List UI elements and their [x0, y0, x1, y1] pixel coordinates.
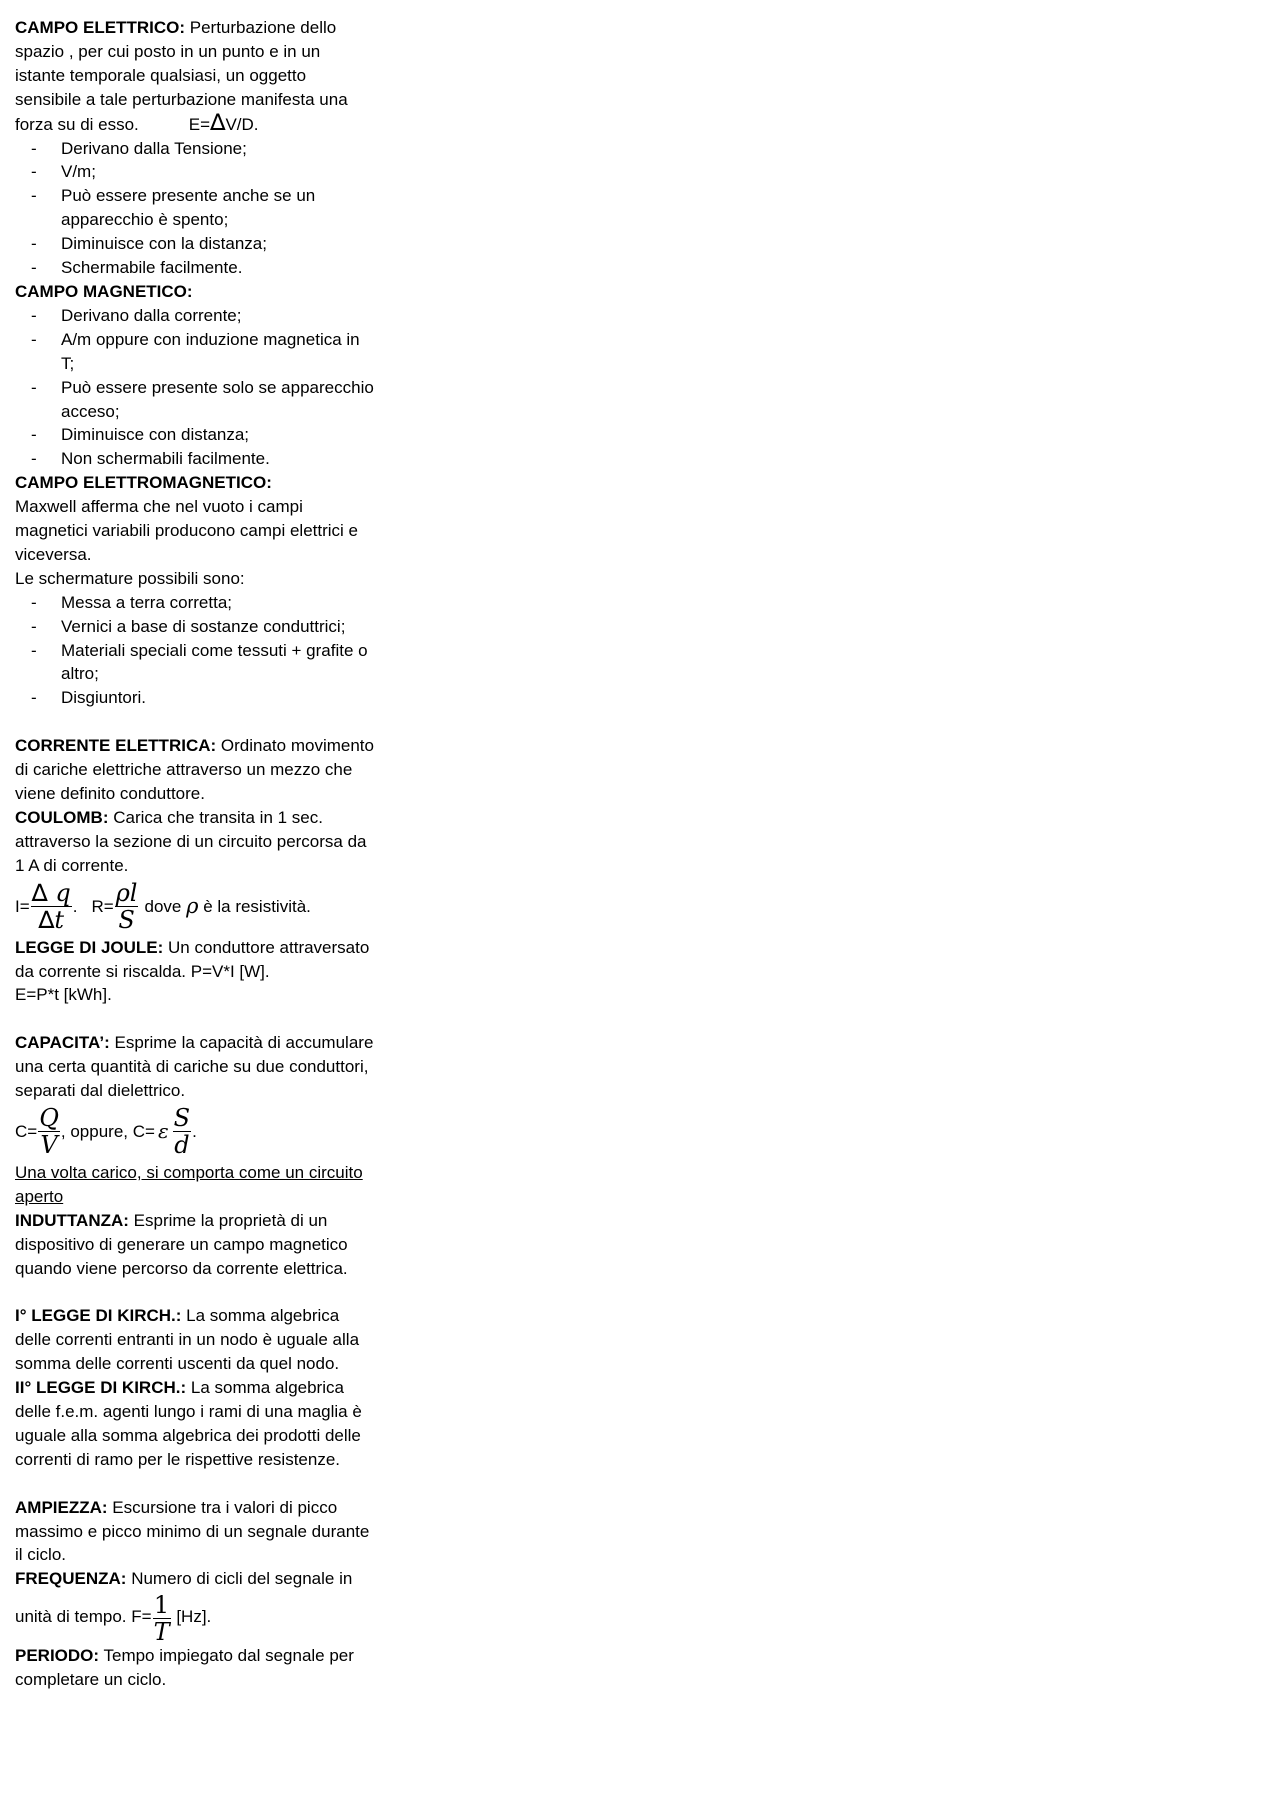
list-item: - Messa a terra corretta; — [31, 592, 233, 612]
ampiezza-paragraph: AMPIEZZA: Escursione tra i valori di picco massimo e picco minimo di un segnale durante il ciclo. — [15, 1497, 370, 1565]
kirch1-title: I° LEGGE DI KIRCH.: — [15, 1306, 182, 1326]
list-item: - Disgiuntori. — [31, 688, 147, 708]
list-item: - Diminuisce con distanza; — [31, 425, 250, 445]
spacer — [15, 1280, 375, 1304]
schermature-list — [15, 591, 375, 711]
schermature-intro: Le schermature possibili sono: — [15, 568, 245, 588]
campo-elettromagnetico-title: CAMPO ELETTROMAGNETICO: — [15, 473, 272, 493]
list-item: - Derivano dalla Tensione; — [31, 138, 247, 158]
kirch2-title: II° LEGGE DI KIRCH.: — [15, 1378, 187, 1398]
formula-capacity: C= $\frac{Q}{V}$ , oppure, C= ε $\frac{S}{d}$ . — [15, 1104, 197, 1160]
frequenza-title: FREQUENZA: — [15, 1569, 127, 1589]
legge-joule-title: LEGGE DI JOULE: — [15, 937, 164, 957]
campo-elettrico-list — [15, 137, 375, 280]
periodo-title: PERIODO: — [15, 1646, 100, 1666]
document-page — [15, 16, 375, 1692]
coulomb-title: COULOMB: — [15, 807, 109, 827]
fraction-capacity-sd: $\frac{S}{d}$ — [173, 1104, 191, 1160]
campo-magnetico-list — [15, 304, 375, 471]
spacer — [15, 710, 375, 734]
campo-elettrico-paragraph — [15, 16, 375, 137]
list-item: - V/m; — [31, 162, 96, 182]
fraction-current: $\frac{\Delta q}{\Delta t}$ — [31, 879, 71, 935]
legge-joule-paragraph: LEGGE DI JOULE: Un conduttore attraversato da corrente si riscalda. P=V*I [W]. — [15, 937, 370, 981]
kirch2-paragraph: II° LEGGE DI KIRCH.: La somma algebrica delle f.e.m. agenti lungo i rami di una maglia è uguale alla somma algebrica dei prodotti delle correnti di ramo per le rispettive resistenze. — [15, 1378, 362, 1469]
list-item: - Non schermabili facilmente. — [31, 449, 270, 469]
list-item: - Derivano dalla corrente; — [31, 305, 242, 325]
corrente-elettrica-title: CORRENTE ELETTRICA: — [15, 736, 217, 756]
ampiezza-title: AMPIEZZA: — [15, 1497, 108, 1517]
campo-elettrico-title: CAMPO ELETTRICO: — [15, 18, 185, 37]
campo-magnetico-title: CAMPO MAGNETICO: — [15, 281, 193, 301]
coulomb-paragraph: COULOMB: Carica che transita in 1 sec. attraverso la sezione di un circuito percorsa da 1 A di corrente. — [15, 807, 367, 875]
list-item: - Può essere presente solo se apparecchio acceso; — [31, 377, 374, 421]
list-item: - Può essere presente anche se un apparecchio è spento; — [31, 186, 316, 230]
corrente-elettrica-paragraph: CORRENTE ELETTRICA: Ordinato movimento di cariche elettriche attraverso un mezzo che viene definito conduttore. — [15, 736, 374, 803]
campo-elettromagnetico-text: Maxwell afferma che nel vuoto i campi magnetici variabili producono campi elettrici e viceversa. — [15, 497, 358, 564]
campo-elettrico-text: Perturbazione dello spazio , per cui posto in un punto e in un istante temporale qualsiasi, un oggetto sensibile a tale perturbazione manifesta una forza su di esso. — [15, 18, 348, 134]
legge-joule-energy: E=P*t [kWh]. — [15, 985, 112, 1005]
capacita-paragraph: CAPACITA’: Esprime la capacità di accumulare una certa quantità di cariche su due conduttori, separati dal dielettrico. — [15, 1033, 374, 1101]
list-item: - Diminuisce con la distanza; — [31, 234, 267, 254]
spacer — [15, 1472, 375, 1496]
campo-elettrico-formula: E=∆V/D. — [188, 109, 259, 136]
capacita-title: CAPACITA’: — [15, 1033, 110, 1053]
list-item: - Vernici a base di sostanze conduttrici; — [31, 616, 346, 636]
periodo-paragraph: PERIODO: Tempo impiegato dal segnale per completare un ciclo. — [15, 1646, 354, 1690]
frequenza-paragraph: FREQUENZA: Numero di cicli del segnale in unità di tempo. F= $\frac{1}{T}$ [Hz]. — [15, 1569, 353, 1647]
list-item: - Schermabile facilmente. — [31, 258, 243, 278]
kirch1-paragraph: I° LEGGE DI KIRCH.: La somma algebrica delle correnti entranti in un nodo è uguale alla somma delle correnti uscenti da quel nodo. — [15, 1306, 360, 1374]
list-item: - A/m oppure con induzione magnetica in T; — [31, 329, 360, 373]
fraction-frequency: $\frac{1}{T}$ — [153, 1591, 170, 1647]
fraction-capacity-qv: $\frac{Q}{V}$ — [39, 1104, 59, 1160]
formula-current-resistance: I= $\frac{\Delta q}{\Delta t}$ . R= $\frac{\rho l}{S}$ dove ρ è la resistività. — [15, 879, 311, 935]
capacita-note: Una volta carico, si comporta come un circuito aperto — [15, 1162, 363, 1206]
fraction-resistance: $\frac{\rho l}{S}$ — [115, 879, 138, 935]
induttanza-title: INDUTTANZA: — [15, 1210, 129, 1230]
induttanza-paragraph: INDUTTANZA: Esprime la proprietà di un dispositivo di generare un campo magnetico quando viene percorso da corrente elettrica. — [15, 1210, 348, 1278]
list-item: - Materiali speciali come tessuti + grafite o altro; — [31, 640, 368, 684]
spacer — [15, 1007, 375, 1031]
